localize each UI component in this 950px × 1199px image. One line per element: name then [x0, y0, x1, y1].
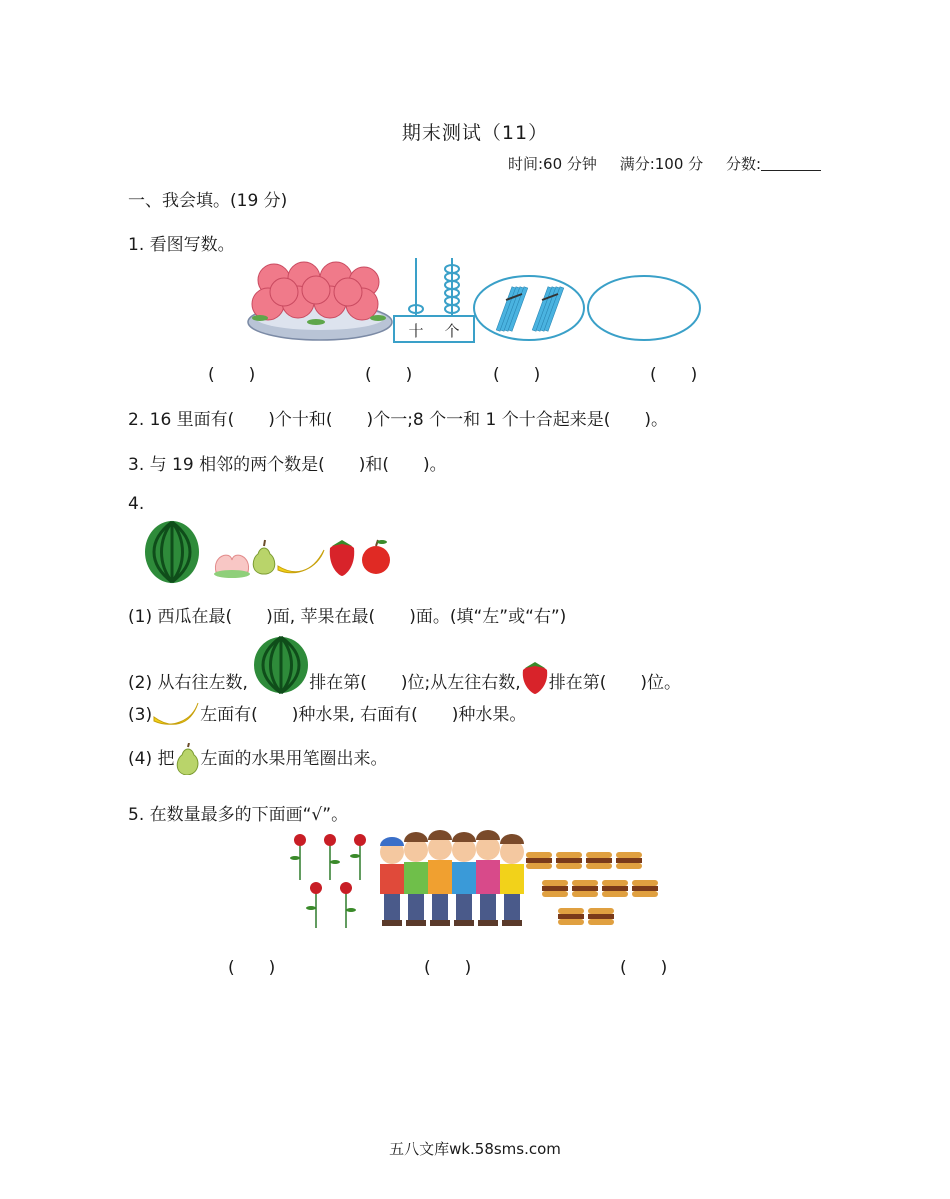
- strawberry-icon: [521, 662, 549, 694]
- q4-fruit-row: [144, 520, 396, 584]
- q1-answer-3[interactable]: ( ): [493, 365, 541, 385]
- roses-image: [290, 834, 366, 928]
- banana-icon: [278, 550, 324, 573]
- q1-figures: [246, 258, 706, 346]
- q4-part3-text-b: 左面有( )种水果, 右面有( )种水果。: [200, 705, 527, 725]
- q2-text: 2. 16 里面有( )个十和( )个一;8 个一和 1 个十合起来是( )。: [128, 410, 669, 430]
- q1-answer-1[interactable]: ( ): [208, 365, 256, 385]
- q1-label: 1. 看图写数。: [128, 235, 235, 255]
- q1-answer-4[interactable]: ( ): [650, 365, 698, 385]
- watermelon-icon: [145, 521, 199, 583]
- pear-icon: [174, 743, 200, 775]
- watermelon-icon: [253, 636, 309, 694]
- abacus-ones-label: 个: [444, 322, 460, 340]
- time-limit: 时间:60 分钟: [508, 155, 597, 173]
- apple-icon: [362, 540, 390, 574]
- section-heading: 一、我会填。(19 分): [128, 191, 288, 211]
- q5-figures: [286, 828, 666, 932]
- q4-part2-text-a: (2) 从右往左数,: [128, 673, 248, 693]
- q3-text: 3. 与 19 相邻的两个数是( )和( )。: [128, 455, 447, 475]
- banana-icon: [152, 701, 200, 729]
- q4-part4: [128, 742, 387, 776]
- q4-part4-text-a: (4) 把: [128, 749, 175, 769]
- score-blank[interactable]: [761, 156, 821, 171]
- q1-answer-2[interactable]: ( ): [365, 365, 413, 385]
- children-image: [380, 830, 524, 926]
- q4-label: 4.: [128, 494, 145, 514]
- pear-icon: [253, 540, 275, 574]
- peach-plate-image: [248, 262, 392, 340]
- strawberry-icon: [330, 540, 354, 576]
- q4-part1: (1) 西瓜在最( )面, 苹果在最( )面。(填“左”或“右”): [128, 607, 567, 627]
- q4-part2-text-c: 排在第( )位。: [548, 673, 681, 693]
- q4-part4-text-b: 左面的水果用笔圈出来。: [200, 749, 388, 769]
- q5-answer-3[interactable]: ( ): [620, 958, 668, 978]
- footer-watermark: 五八文库wk.58sms.com: [389, 1140, 561, 1158]
- q5-answer-2[interactable]: ( ): [424, 958, 472, 978]
- stick-bundle-image: [474, 276, 584, 340]
- exam-meta: [508, 153, 821, 174]
- score-label: 分数:: [725, 155, 761, 173]
- q4-part2-text-b: 排在第( )位;从左往右数,: [309, 673, 521, 693]
- peach-icon: [214, 555, 250, 578]
- full-score: 满分:100 分: [619, 155, 704, 173]
- page-title: 期末测试（11）: [401, 122, 549, 144]
- empty-ellipse: [588, 276, 700, 340]
- hamburgers-image: [526, 852, 658, 925]
- abacus-tens-label: 十: [408, 322, 424, 340]
- q4-part3: [128, 700, 526, 730]
- q5-label: 5. 在数量最多的下面画“√”。: [128, 805, 349, 825]
- q4-part3-text-a: (3): [128, 705, 153, 725]
- q5-answer-1[interactable]: ( ): [228, 958, 276, 978]
- q4-part2: [128, 634, 681, 694]
- abacus-image: [394, 258, 474, 342]
